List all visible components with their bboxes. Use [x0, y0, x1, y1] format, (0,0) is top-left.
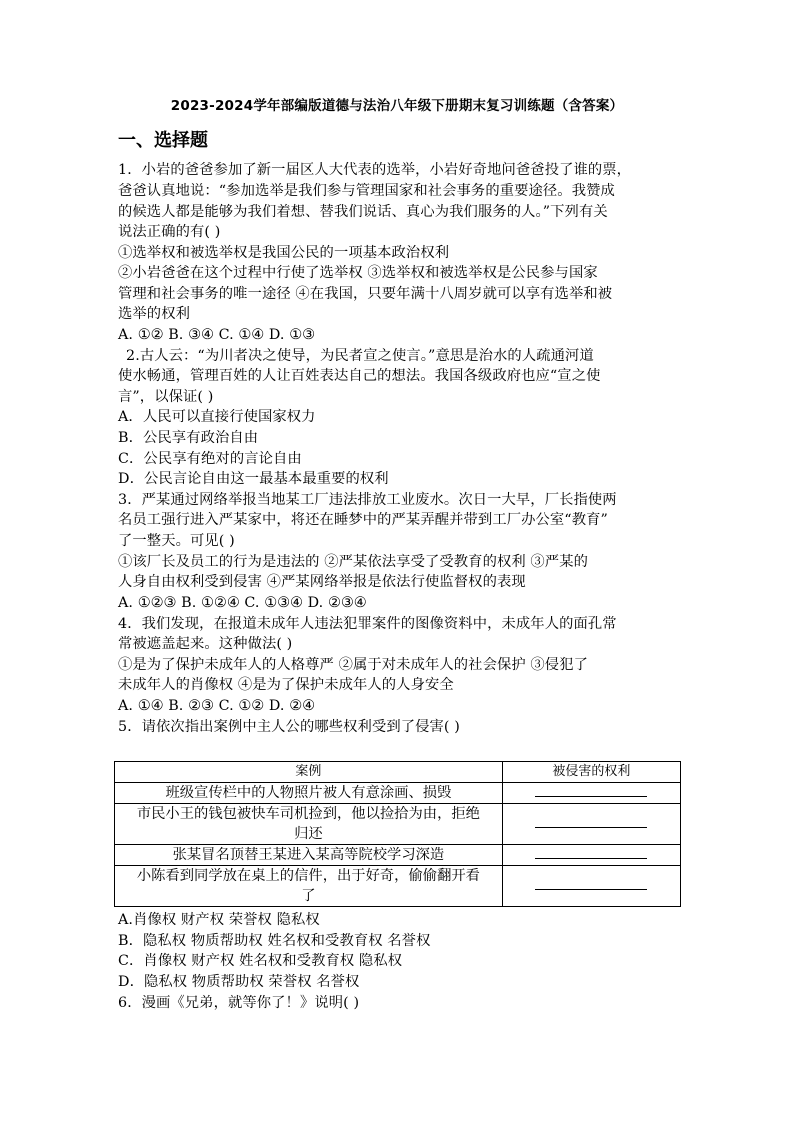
q1-line-5: ①选举权和被选举权是我国公民的一项基本政治权利	[118, 245, 450, 261]
q4-line-3: ①是为了保护未成年人的人格尊严 ②属于对未成年人的社会保护 ③侵犯了	[118, 657, 588, 673]
q2-option-b: B．公民享有政治自由	[118, 430, 259, 446]
q5-option-a: A.肖像权 财产权 荣誉权 隐私权	[118, 912, 320, 928]
q3-line-3: 了一整天。可见( )	[118, 533, 235, 549]
q3-line-2: 名员工强行进入严某家中，将还在睡梦中的严某弄醒并带到工厂办公室“教育”	[118, 512, 608, 528]
q4-line-2: 常被遮盖起来。这种做法( )	[118, 636, 293, 652]
q4-options: A. ①④ B. ②③ C. ①② D. ②④	[118, 698, 316, 714]
header-right: 被侵害的权利	[502, 762, 680, 783]
answer-blank	[502, 783, 680, 804]
section-heading: 一、选择题	[118, 130, 208, 151]
answer-blank	[502, 845, 680, 866]
answer-blank	[502, 866, 680, 907]
q1-line-1: 1．小岩的爸爸参加了新一届区人大代表的选举，小岩好奇地问爸爸投了谁的票，	[118, 162, 632, 178]
answer-blank	[502, 804, 680, 845]
q1-line-2: 爸爸认真地说：“参加选举是我们参与管理国家和社会事务的重要途径。我赞成	[118, 183, 615, 199]
q1-line-8: 选举的权利	[118, 306, 190, 322]
table-row	[115, 783, 681, 804]
rights-table	[114, 761, 681, 907]
q5-option-b: B．隐私权 物质帮助权 姓名权和受教育权 名誉权	[118, 933, 431, 949]
q6-line-1: 6．漫画《兄弟，就等你了！》说明( )	[118, 995, 360, 1011]
q3-line-1: 3．严某通过网络举报当地某工厂违法排放工业废水。次日一大早，厂长指使两	[118, 492, 617, 508]
q1-options: A. ①② B. ③④ C. ①④ D. ①③	[118, 327, 316, 343]
q1-line-7: 管理和社会事务的唯一途径 ④在我国，只要年满十八周岁就可以享有选举和被	[118, 286, 613, 302]
q2-option-c: C．公民享有绝对的言论自由	[118, 451, 302, 467]
q4-line-1: 4．我们发现，在报道未成年人违法犯罪案件的图像资料中，未成年人的面孔常	[118, 616, 617, 632]
q4-line-4: 未成年人的肖像权 ④是为了保护未成年人的人身安全	[118, 677, 454, 693]
case-cell: 小陈看到同学放在桌上的信件，出于好奇，偷偷翻开看 了	[115, 866, 503, 907]
q3-options: A. ①②③ B. ①②④ C. ①③④ D. ②③④	[118, 595, 367, 611]
case-cell: 班级宣传栏中的人物照片被人有意涂画、损毁	[115, 783, 503, 804]
q3-line-5: 人身自由权利受到侵害 ④严某网络举报是依法行使监督权的表现	[118, 574, 526, 590]
case-cell: 市民小王的钱包被快车司机捡到，他以捡拾为由，拒绝 归还	[115, 804, 503, 845]
q1-line-3: 的候选人都是能够为我们着想、替我们说话、真心为我们服务的人。”下列有关	[118, 204, 608, 220]
case-cell: 张某冒名顶替王某进入某高等院校学习深造	[115, 845, 503, 866]
table-header-row	[115, 762, 681, 783]
table-row	[115, 866, 681, 907]
q2-line-3: 言”，以保证( )	[118, 389, 214, 405]
q5-line-1: 5．请依次指出案例中主人公的哪些权利受到了侵害( )	[118, 719, 460, 735]
document-title: 2023-2024学年部编版道德与法治八年级下册期末复习训练题（含答案）	[170, 98, 624, 114]
q1-line-6: ②小岩爸爸在这个过程中行使了选举权 ③选举权和被选举权是公民参与国家	[118, 265, 598, 281]
q2-line-2: 使水畅通，管理百姓的人让百姓表达自己的想法。我国各级政府也应“宣之使	[118, 368, 601, 384]
q2-option-a: A．人民可以直接行使国家权力	[118, 409, 316, 425]
header-case: 案例	[115, 762, 503, 783]
table-row	[115, 845, 681, 866]
q5-option-c: C．肖像权 财产权 姓名权和受教育权 隐私权	[118, 953, 403, 969]
q2-line-1: 2.古人云：“为川者决之使导，为民者宣之使言。”意思是治水的人疏通河道	[126, 348, 594, 364]
q2-option-d: D．公民言论自由这一最基本最重要的权利	[118, 471, 389, 487]
q3-line-4: ①该厂长及员工的行为是违法的 ②严某依法享受了受教育的权利 ③严某的	[118, 554, 588, 570]
table-row	[115, 804, 681, 845]
q5-option-d: D．隐私权 物质帮助权 荣誉权 名誉权	[118, 974, 360, 990]
q1-line-4: 说法正确的有( )	[118, 224, 221, 240]
